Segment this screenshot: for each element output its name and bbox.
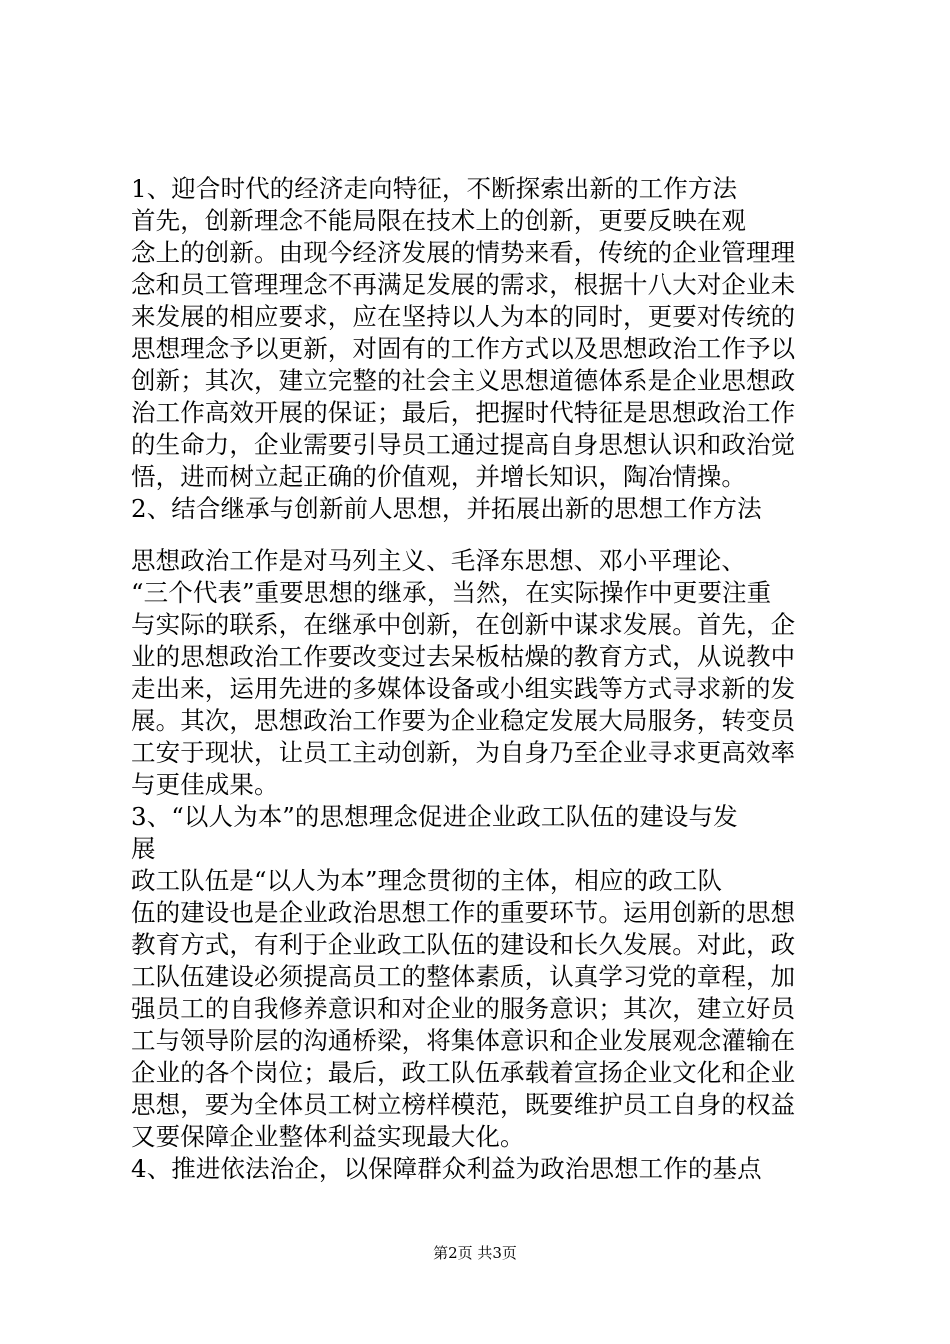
text-line: 思想理念予以更新，对固有的工作方式以及思想政治工作予以 bbox=[131, 334, 796, 363]
text-line: 1、迎合时代的经济走向特征，不断探索出新的工作方法 bbox=[131, 174, 738, 203]
text-line: 企业的各个岗位；最后，政工队伍承载着宣扬企业文化和企业 bbox=[131, 1058, 796, 1087]
text-line: 强员工的自我修养意识和对企业的服务意识；其次，建立好员 bbox=[131, 994, 796, 1023]
section-heading: 3、“以人为本”的思想理念促进企业政工队伍的建设与发 bbox=[131, 802, 738, 831]
text-line: 与实际的联系，在继承中创新，在创新中谋求发展。首先，企 bbox=[131, 610, 796, 639]
text-line: 走出来，运用先进的多媒体设备或小组实践等方式寻求新的发 bbox=[131, 674, 796, 703]
text-line: 又要保障企业整体利益实现最大化。 bbox=[131, 1122, 525, 1151]
text-line: 与更佳成果。 bbox=[131, 770, 279, 799]
text-line: 工队伍建设必须提高员工的整体素质，认真学习党的章程，加 bbox=[131, 962, 796, 991]
text-line: 创新；其次，建立完整的社会主义思想道德体系是企业思想政 bbox=[131, 366, 796, 395]
page-number-footer: 第2页 共3页 bbox=[433, 1244, 517, 1262]
section-heading: 4、推进依法治企，以保障群众利益为政治思想工作的基点 bbox=[131, 1154, 762, 1183]
text-line: 政工队伍是“以人为本”理念贯彻的主体，相应的政工队 bbox=[131, 866, 723, 895]
text-line: 业的思想政治工作要改变过去呆板枯燥的教育方式，从说教中 bbox=[131, 642, 796, 671]
text-line: 悟，进而树立起正确的价值观，并增长知识，陶冶情操。 bbox=[131, 462, 746, 491]
section-heading: 2、结合继承与创新前人思想，并拓展出新的思想工作方法 bbox=[131, 494, 762, 523]
text-line: 思想政治工作是对马列主义、毛泽东思想、邓小平理论、 bbox=[131, 546, 746, 575]
text-line: 治工作高效开展的保证；最后，把握时代特征是思想政治工作 bbox=[131, 398, 796, 427]
text-line: 工与领导阶层的沟通桥梁，将集体意识和企业发展观念灌输在 bbox=[131, 1026, 796, 1055]
text-line: 首先，创新理念不能局限在技术上的创新，更要反映在观 bbox=[131, 206, 746, 235]
text-line: 来发展的相应要求，应在坚持以人为本的同时，更要对传统的 bbox=[131, 302, 796, 331]
text-line: 工安于现状，让员工主动创新，为自身乃至企业寻求更高效率 bbox=[131, 738, 796, 767]
text-line: 展。其次，思想政治工作要为企业稳定发展大局服务，转变员 bbox=[131, 706, 796, 735]
text-line: 念上的创新。由现今经济发展的情势来看，传统的企业管理理 bbox=[131, 238, 796, 267]
text-line: 教育方式，有利于企业政工队伍的建设和长久发展。对此，政 bbox=[131, 930, 796, 959]
text-line: 思想，要为全体员工树立榜样模范，既要维护员工自身的权益 bbox=[131, 1090, 796, 1119]
text-line: 念和员工管理理念不再满足发展的需求，根据十八大对企业未 bbox=[131, 270, 796, 299]
text-line: 伍的建设也是企业政治思想工作的重要环节。运用创新的思想 bbox=[131, 898, 796, 927]
text-line: 的生命力，企业需要引导员工通过提高自身思想认识和政治觉 bbox=[131, 430, 796, 459]
text-line: “三个代表”重要思想的继承，当然，在实际操作中更要注重 bbox=[131, 578, 772, 607]
section-heading-continued: 展 bbox=[131, 834, 156, 863]
